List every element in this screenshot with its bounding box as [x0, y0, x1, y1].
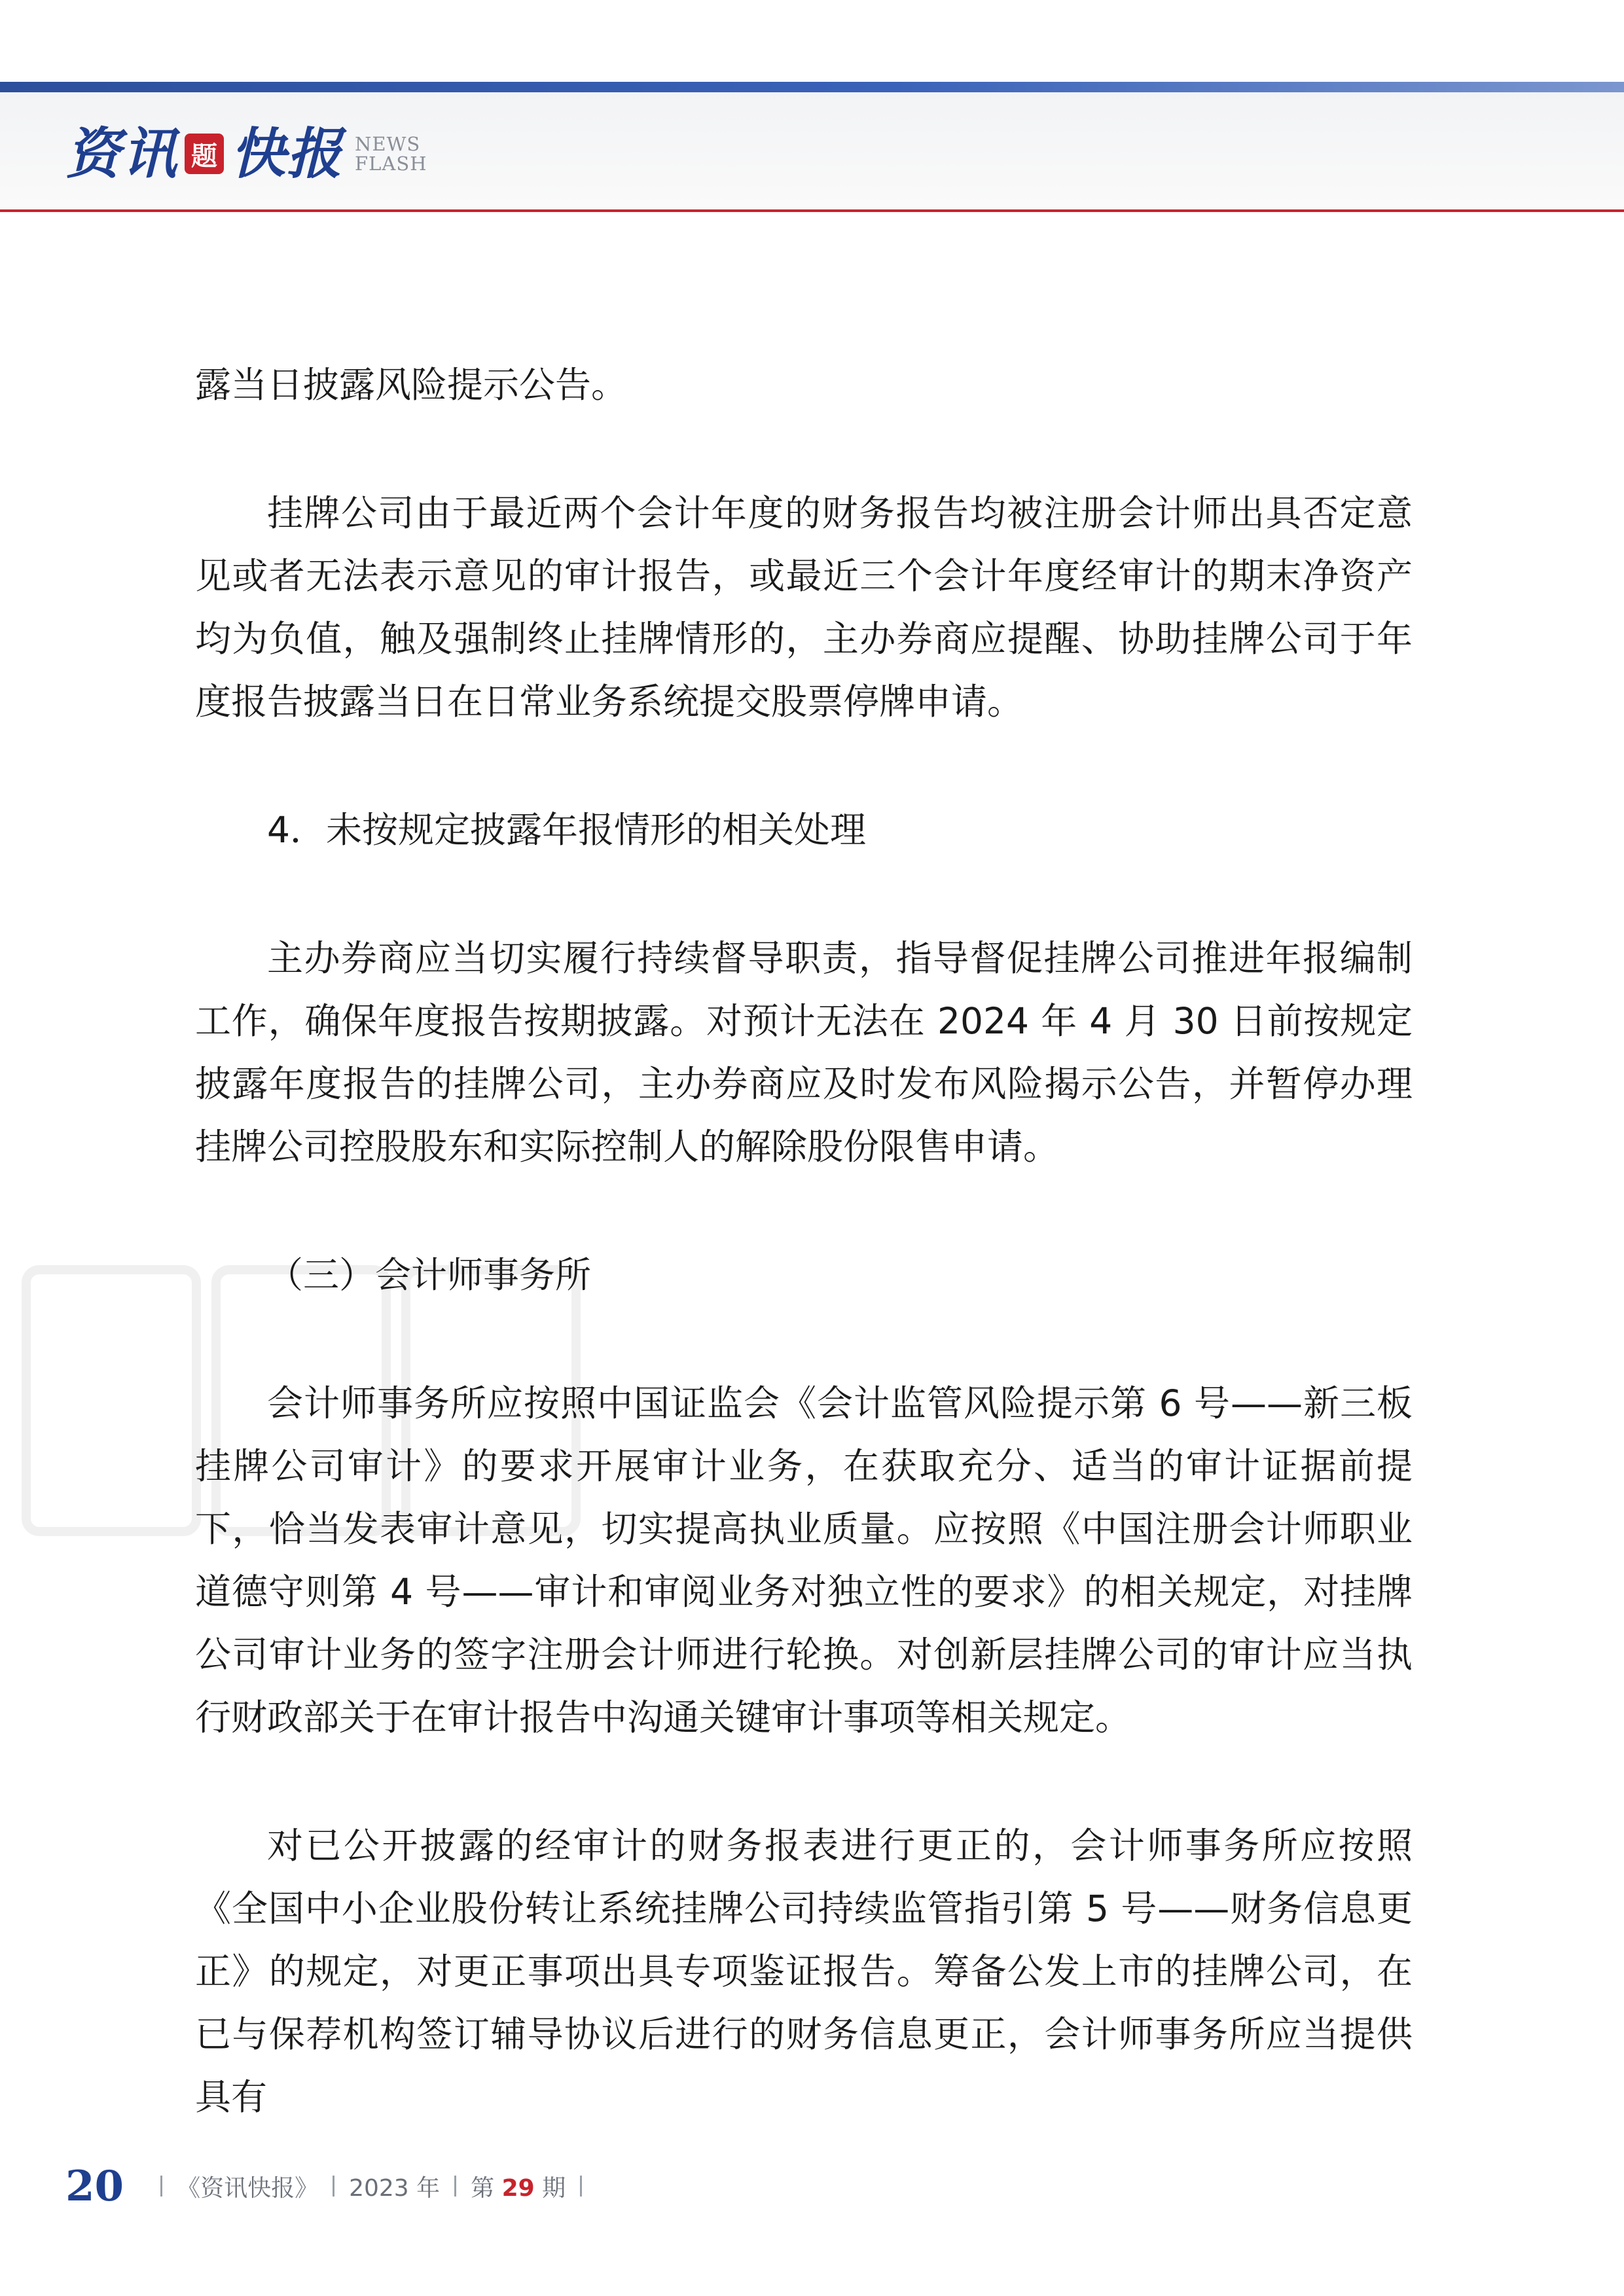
- header-red-rule: [0, 209, 1624, 212]
- footer-divider: [333, 2176, 334, 2197]
- top-band: [0, 0, 1624, 82]
- paragraph-sponsor-duty: 主办券商应当切实履行持续督导职责，指导督促挂牌公司推进年报编制工作，确保年度报告按期披露。对预计无法在 2024 年 4 月 30 日前按规定披露年度报告的挂牌公司，主办券商应及时发布风险揭示公告，并暂停办理挂牌公司控股股东和实际控制人的解除股份限售申请。: [195, 937, 1413, 1168]
- footer-year: 2023 年: [349, 2174, 441, 2202]
- paragraph-financial-correction: 对已公开披露的经审计的财务报表进行更正的，会计师事务所应按照《全国中小企业股份转让系统挂牌公司持续监管指引第 5 号——财务信息更正》的规定，对更正事项出具专项鉴证报告。筹备公发上市的挂牌公司，在已与保荐机构签订辅导协议后进行的财务信息更正，会计师事务所应当提供具有: [195, 1825, 1413, 2118]
- article-body: [195, 353, 1413, 2128]
- footer-divider: [580, 2176, 582, 2197]
- logo-seal-icon: 题: [185, 134, 224, 174]
- footer-issue: [471, 2170, 566, 2203]
- paragraph-audit-requirements: 会计师事务所应按照中国证监会《会计监管风险提示第 6 号——新三板挂牌公司审计》的要求开展审计业务，在获取充分、适当的审计证据前提下，恰当发表审计意见，切实提高执业质量。应按照《中国注册会计师职业道德守则第 4 号——审计和审阅业务对独立性的要求》的相关规定，对挂牌公司审计业务的签字注册会计师进行轮换。对创新层挂牌公司的审计应当执行财政部关于在审计报告中沟通关键审计事项等相关规定。: [195, 1382, 1413, 1738]
- logo-english: [355, 134, 427, 174]
- issue-prefix: 第: [471, 2174, 495, 2202]
- issue-suffix: 期: [542, 2174, 566, 2202]
- issue-number: 29: [501, 2174, 535, 2202]
- paragraph-delisting: 挂牌公司由于最近两个会计年度的财务报告均被注册会计师出具否定意见或者无法表示意见的审计报告，或最近三个会计年度经审计的期末净资产均为负值，触及强制终止挂牌情形的，主办券商应提醒、协助挂牌公司于年度报告披露当日在日常业务系统提交股票停牌申请。: [195, 492, 1413, 723]
- section-heading-accounting-firm: （三）会计师事务所: [267, 1254, 592, 1296]
- section-heading-4: 4．未按规定披露年报情形的相关处理: [267, 809, 866, 851]
- publication-logo: [65, 118, 427, 190]
- logo-en-line2: FLASH: [355, 152, 427, 175]
- paragraph-continued: 露当日披露风险提示公告。: [195, 364, 628, 406]
- logo-text-part1: 资讯: [65, 121, 179, 186]
- top-blue-rule: [0, 82, 1624, 92]
- footer-publication: 《资讯快报》: [177, 2174, 319, 2202]
- page-footer: [65, 2160, 596, 2212]
- logo-en-line1: NEWS: [355, 132, 421, 155]
- footer-divider: [160, 2176, 162, 2197]
- footer-divider: [454, 2176, 456, 2197]
- logo-text-part2: 快报: [230, 121, 344, 186]
- page-number: 20: [65, 2161, 124, 2211]
